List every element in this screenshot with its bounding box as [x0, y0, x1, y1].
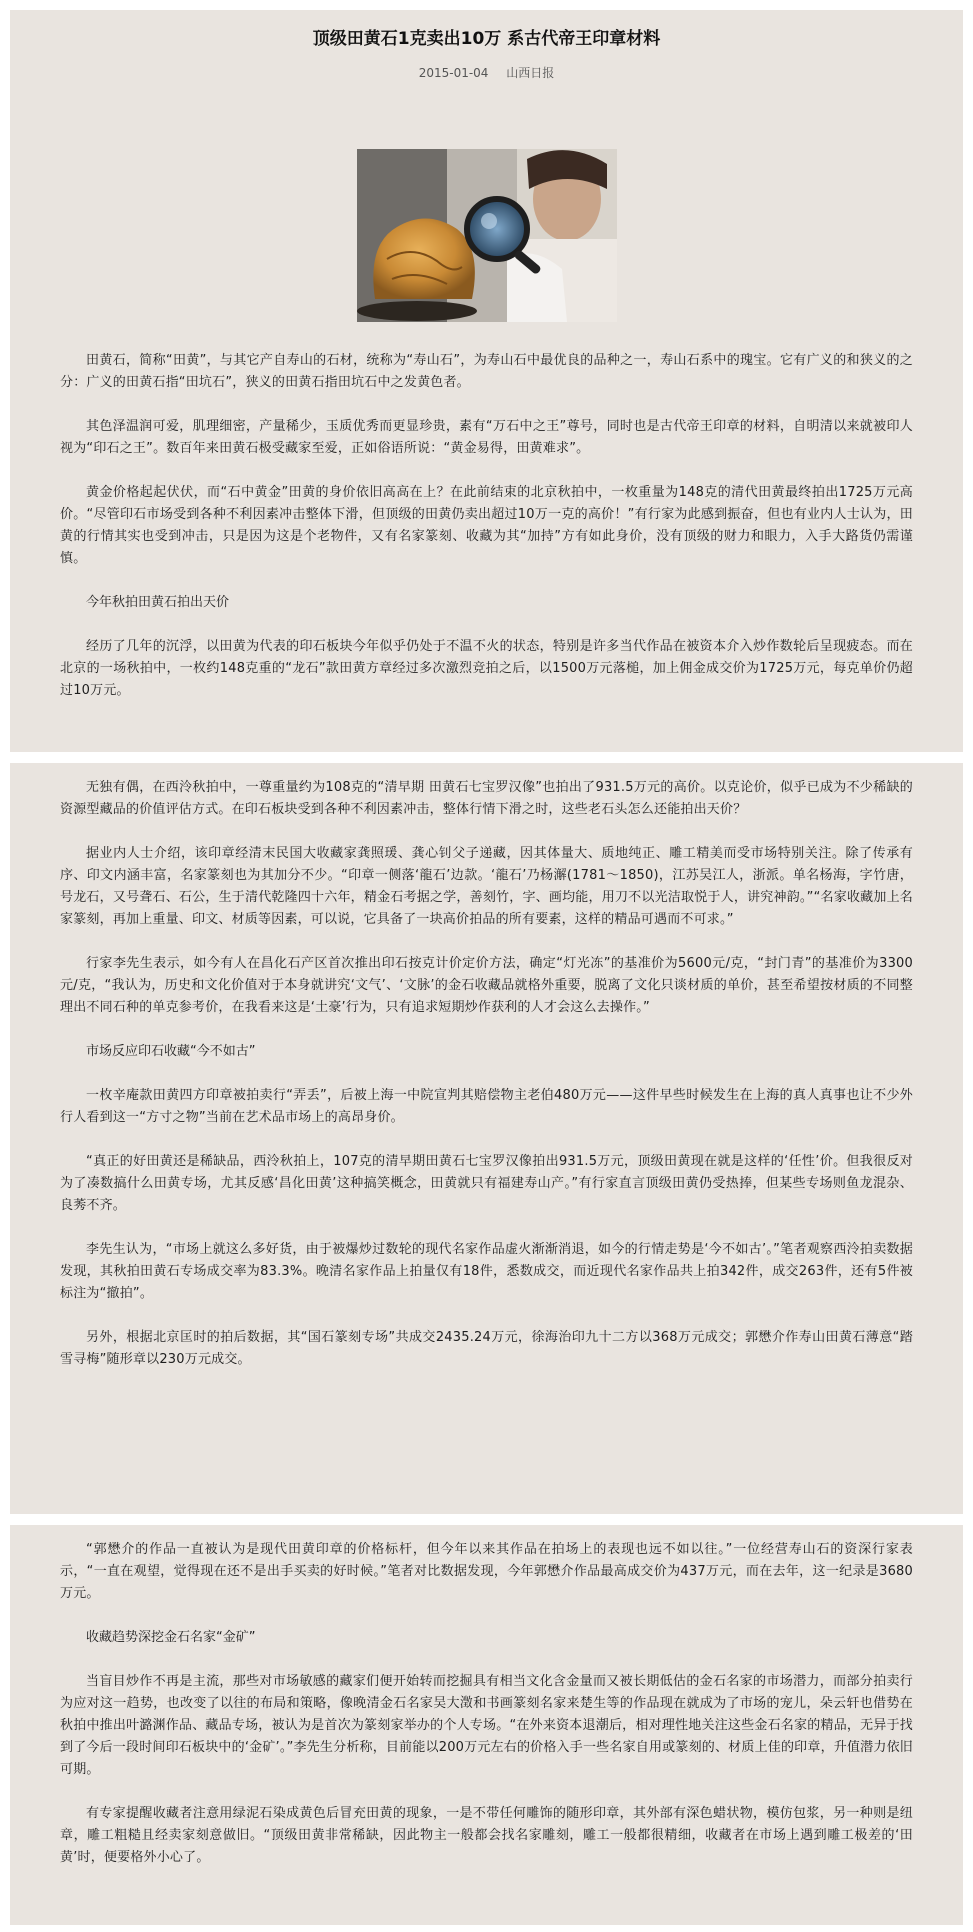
paragraph: 无独有偶，在西泠秋拍中，一尊重量约为108克的“清早期 田黄石七宝罗汉像”也拍出了931.5万元的高价。以克论价，似乎已成为不少稀缺的资源型藏品的价值评估方式。在印石板块受到各种不利因素冲击，整体行情下滑之时，这些老石头怎么还能拍出天价？: [60, 780, 913, 817]
paragraph: 经历了几年的沉浮，以田黄为代表的印石板块今年似乎仍处于不温不火的状态，特别是许多当代作品在被资本介入炒作数轮后呈现疲态。而在北京的一场秋拍中，一枚约148克重的“龙石”款田黄方章经过多次激烈竞拍之后，以1500万元落槌，加上佣金成交价为1725万元，每克单价仍超过10万元。: [60, 639, 913, 698]
section-heading: 市场反应印石收藏“今不如古”: [86, 1044, 256, 1059]
paragraph: 田黄石，简称“田黄”，与其它产自寿山的石材，统称为“寿山石”，为寿山石中最优良的品种之一，寿山石系中的瑰宝。它有广义的和狭义的之分：广义的田黄石指“田坑石”，狭义的田黄石指田坑石中之发黄色者。: [60, 353, 913, 390]
section-heading: 今年秋拍田黄石拍出天价: [86, 595, 230, 610]
paragraph: “真正的好田黄还是稀缺品，西泠秋拍上，107克的清早期田黄石七宝罗汉像拍出931.5万元，顶级田黄现在就是这样的‘任性’价。但我很反对为了凑数搞什么田黄专场，尤其反感‘昌化田黄’这种搞笑概念，田黄就只有福建寿山产。”有行家直言顶级田黄仍受热捧，但某些专场则鱼龙混杂、良莠不齐。: [60, 1154, 913, 1213]
article-panel-3: [10, 1525, 963, 1925]
article-meta: [60, 65, 913, 81]
paragraph: 行家李先生表示，如今有人在昌化石产区首次推出印石按克计价定价方法，确定“灯光冻”的基准价为5600元/克，“封门青”的基准价为3300元/克，“我认为，历史和文化价值对于本身就讲究‘文气’、‘文脉’的金石收藏品就格外重要，脱离了文化只谈材质的单价，甚至希望按材质的不同整理出不同石种的单克参考价，在我看来这是‘土豪’行为，只有追求短期炒作获利的人才会这么去操作。”: [60, 956, 913, 1015]
paragraph: 另外，根据北京匡时的拍后数据，其“国石篆刻专场”共成交2435.24万元，徐海治印九十二方以368万元成交；郭懋介作寿山田黄石薄意“踏雪寻梅”随形章以230万元成交。: [60, 1330, 913, 1367]
article-panel-1: [10, 10, 963, 752]
paragraph: 李先生认为，“市场上就这么多好货，由于被爆炒过数轮的现代名家作品虚火渐渐消退，如今的行情走势是‘今不如古’。”笔者观察西泠拍卖数据发现，其秋拍田黄石专场成交率为83.3%。晚清名家作品上拍量仅有18件，悉数成交，而近现代名家作品共上拍342件，成交263件，还有5件被标注为“撤拍”。: [60, 1242, 913, 1301]
paragraph: “郭懋介的作品一直被认为是现代田黄印章的价格标杆，但今年以来其作品在拍场上的表现也远不如以往。”一位经营寿山石的资深行家表示，“一直在观望，觉得现在还不是出手买卖的好时候。”笔者对比数据发现，今年郭懋介作品最高成交价为437万元，而在去年，这一纪录是3680万元。: [60, 1542, 913, 1601]
article-photo: [357, 149, 617, 322]
paragraph: 其色泽温润可爱，肌理细密，产量稀少，玉质优秀而更显珍贵，素有“万石中之王”尊号，同时也是古代帝王印章的材料，自明清以来就被印人视为“印石之王”。数百年来田黄石极受藏家至爱，正如俗语所说：“黄金易得，田黄难求”。: [60, 419, 913, 456]
article-source: 山西日报: [506, 66, 555, 80]
paragraph: 据业内人士介绍，该印章经清末民国大收藏家龚照瑗、龚心钊父子递藏，因其体量大、质地纯正、雕工精美而受市场特别关注。除了传承有序、印文内涵丰富，名家篆刻也为其加分不少。“印章一侧落‘龍石’边款。‘龍石’乃杨澥(1781～1850)，江苏吴江人，浙派。单名杨海，字竹唐，号龙石，又号聋石、石公，生于清代乾隆四十六年，精金石考据之学，善刻竹，字、画均能，用刀不以光洁取悦于人，讲究神韵。”“名家收藏加上名家篆刻，再加上重量、印文、材质等因素，可以说，它具备了一块高价拍品的所有要素，这样的精品可遇而不可求。”: [60, 846, 913, 927]
paragraph: 一枚辛庵款田黄四方印章被拍卖行“弄丢”，后被上海一中院宣判其赔偿物主老伯480万元——这件早些时候发生在上海的真人真事也让不少外行人看到这一“方寸之物”当前在艺术品市场上的高昂身价。: [60, 1088, 913, 1125]
article-title: 顶级田黄石1克卖出10万 系古代帝王印章材料: [312, 29, 661, 49]
section-heading: 收藏趋势深挖金石名家“金矿”: [86, 1630, 256, 1645]
seal-stone-magnifier-photo: [357, 149, 617, 322]
article-date: 2015-01-04: [418, 66, 489, 80]
article-panel-2: [10, 763, 963, 1514]
paragraph: 黄金价格起起伏伏，而“石中黄金”田黄的身价依旧高高在上？在此前结束的北京秋拍中，一枚重量为148克的清代田黄最终拍出1725万元高价。“尽管印石市场受到各种不利因素冲击整体下滑，但顶级的田黄仍卖出超过10万一克的高价！”有行家为此感到振奋，但也有业内人士认为，田黄的行情其实也受到冲击，只是因为这是个老物件，又有名家篆刻、收藏为其“加持”方有如此身价，没有顶级的财力和眼力，入手大路货仍需谨慎。: [60, 485, 913, 566]
paragraph: 有专家提醒收藏者注意用绿泥石染成黄色后冒充田黄的现象，一是不带任何雕饰的随形印章，其外部有深色蜡状物，模仿包浆，另一种则是纽章，雕工粗糙且经卖家刻意做旧。“顶级田黄非常稀缺，因此物主一般都会找名家雕刻，雕工一般都很精细，收藏者在市场上遇到雕工极差的‘田黄’时，便要格外小心了。: [60, 1806, 913, 1865]
paragraph: 当盲目炒作不再是主流，那些对市场敏感的藏家们便开始转而挖掘具有相当文化含金量而又被长期低估的金石名家的市场潜力，而部分拍卖行为应对这一趋势，也改变了以往的布局和策略，像晚清金石名家吴大澂和书画篆刻名家来楚生等的作品现在就成为了市场的宠儿，朵云轩也借势在秋拍中推出叶潞渊作品、藏品专场，被认为是首次为篆刻家举办的个人专场。“在外来资本退潮后，相对理性地关注这些金石名家的精品，无异于找到了今后一段时间印石板块中的‘金矿’。”李先生分析称，目前能以200万元左右的价格入手一些名家自用或篆刻的、材质上佳的印章，升值潜力依旧可期。: [60, 1674, 913, 1777]
